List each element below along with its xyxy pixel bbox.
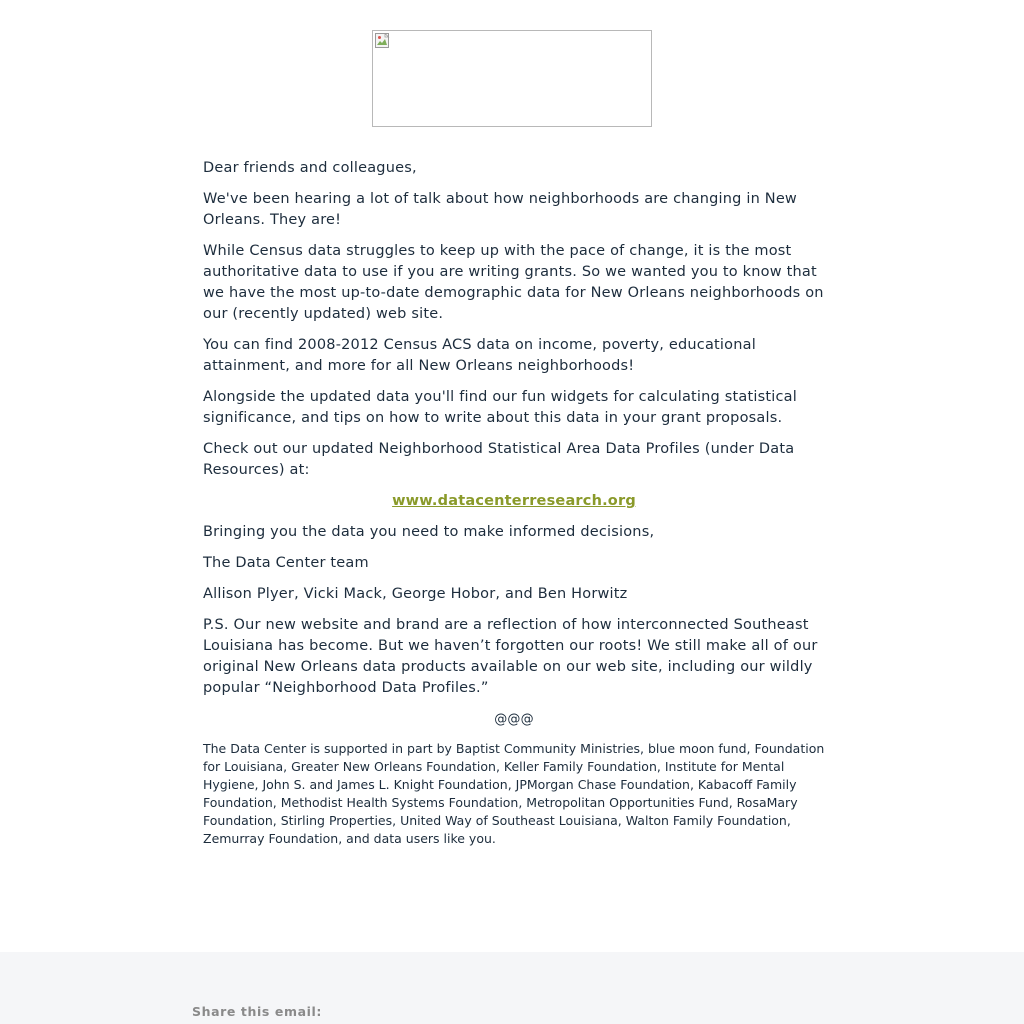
- postscript: P.S. Our new website and brand are a reflection of how interconnected Southeast Louisiana has become. But we haven’t forgotten our roots! We still make all of our original New Orleans data products available on our web site, including our wildly popular “Neighborhood Data Profiles.”: [203, 617, 818, 696]
- staff-names: Allison Plyer, Vicki Mack, George Hobor, and Ben Horwitz: [203, 586, 628, 602]
- website-link-row: [203, 491, 825, 512]
- supporters-note: The Data Center is supported in part by Baptist Community Ministries, blue moon fund, Foundation for Louisiana, Greater New Orleans Foundation, Keller Family Foundation, Institute for Mental Hygiene, John S. and James L. Knight Foundation, JPMorgan Chase Foundation, Kabacoff Family Foundation, Methodist Health Systems Foundation, Metropolitan Opportunities Fund, RosaMary Foundation, Stirling Properties, United Way of Southeast Louisiana, Walton Family Foundation, Zemurray Foundation, and data users like you.: [203, 741, 825, 846]
- team-signature: The Data Center team: [203, 555, 369, 571]
- paragraph-widgets: Alongside the updated data you'll find our fun widgets for calculating statistical significance, and tips on how to write about this data in your grant proposals.: [203, 389, 797, 426]
- broken-image-icon: [375, 33, 391, 49]
- paragraph-check-out: Check out our updated Neighborhood Statistical Area Data Profiles (under Data Resources) at:: [203, 441, 795, 478]
- paragraph-census-data: While Census data struggles to keep up with the pace of change, it is the most authoritative data to use if you are writing grants. So we wanted you to know that we have the most up-to-date demographic data for New Orleans neighborhoods on our (recently updated) web site.: [203, 243, 824, 322]
- website-link[interactable]: www.datacenterresearch.org: [392, 493, 636, 509]
- email-footer: [0, 952, 1024, 1024]
- paragraph-neighborhoods-changing: We've been hearing a lot of talk about how neighborhoods are changing in New Orleans. They are!: [203, 191, 797, 228]
- separator-mark: @@@: [494, 712, 534, 727]
- share-email-label: Share this email:: [192, 1004, 322, 1019]
- closing-line: Bringing you the data you need to make informed decisions,: [203, 524, 655, 540]
- letter-body: [203, 158, 825, 858]
- header-image-placeholder: [372, 30, 652, 127]
- greeting: Dear friends and colleagues,: [203, 160, 417, 176]
- paragraph-acs-data: You can find 2008-2012 Census ACS data on income, poverty, educational attainment, and more for all New Orleans neighborhoods!: [203, 337, 756, 374]
